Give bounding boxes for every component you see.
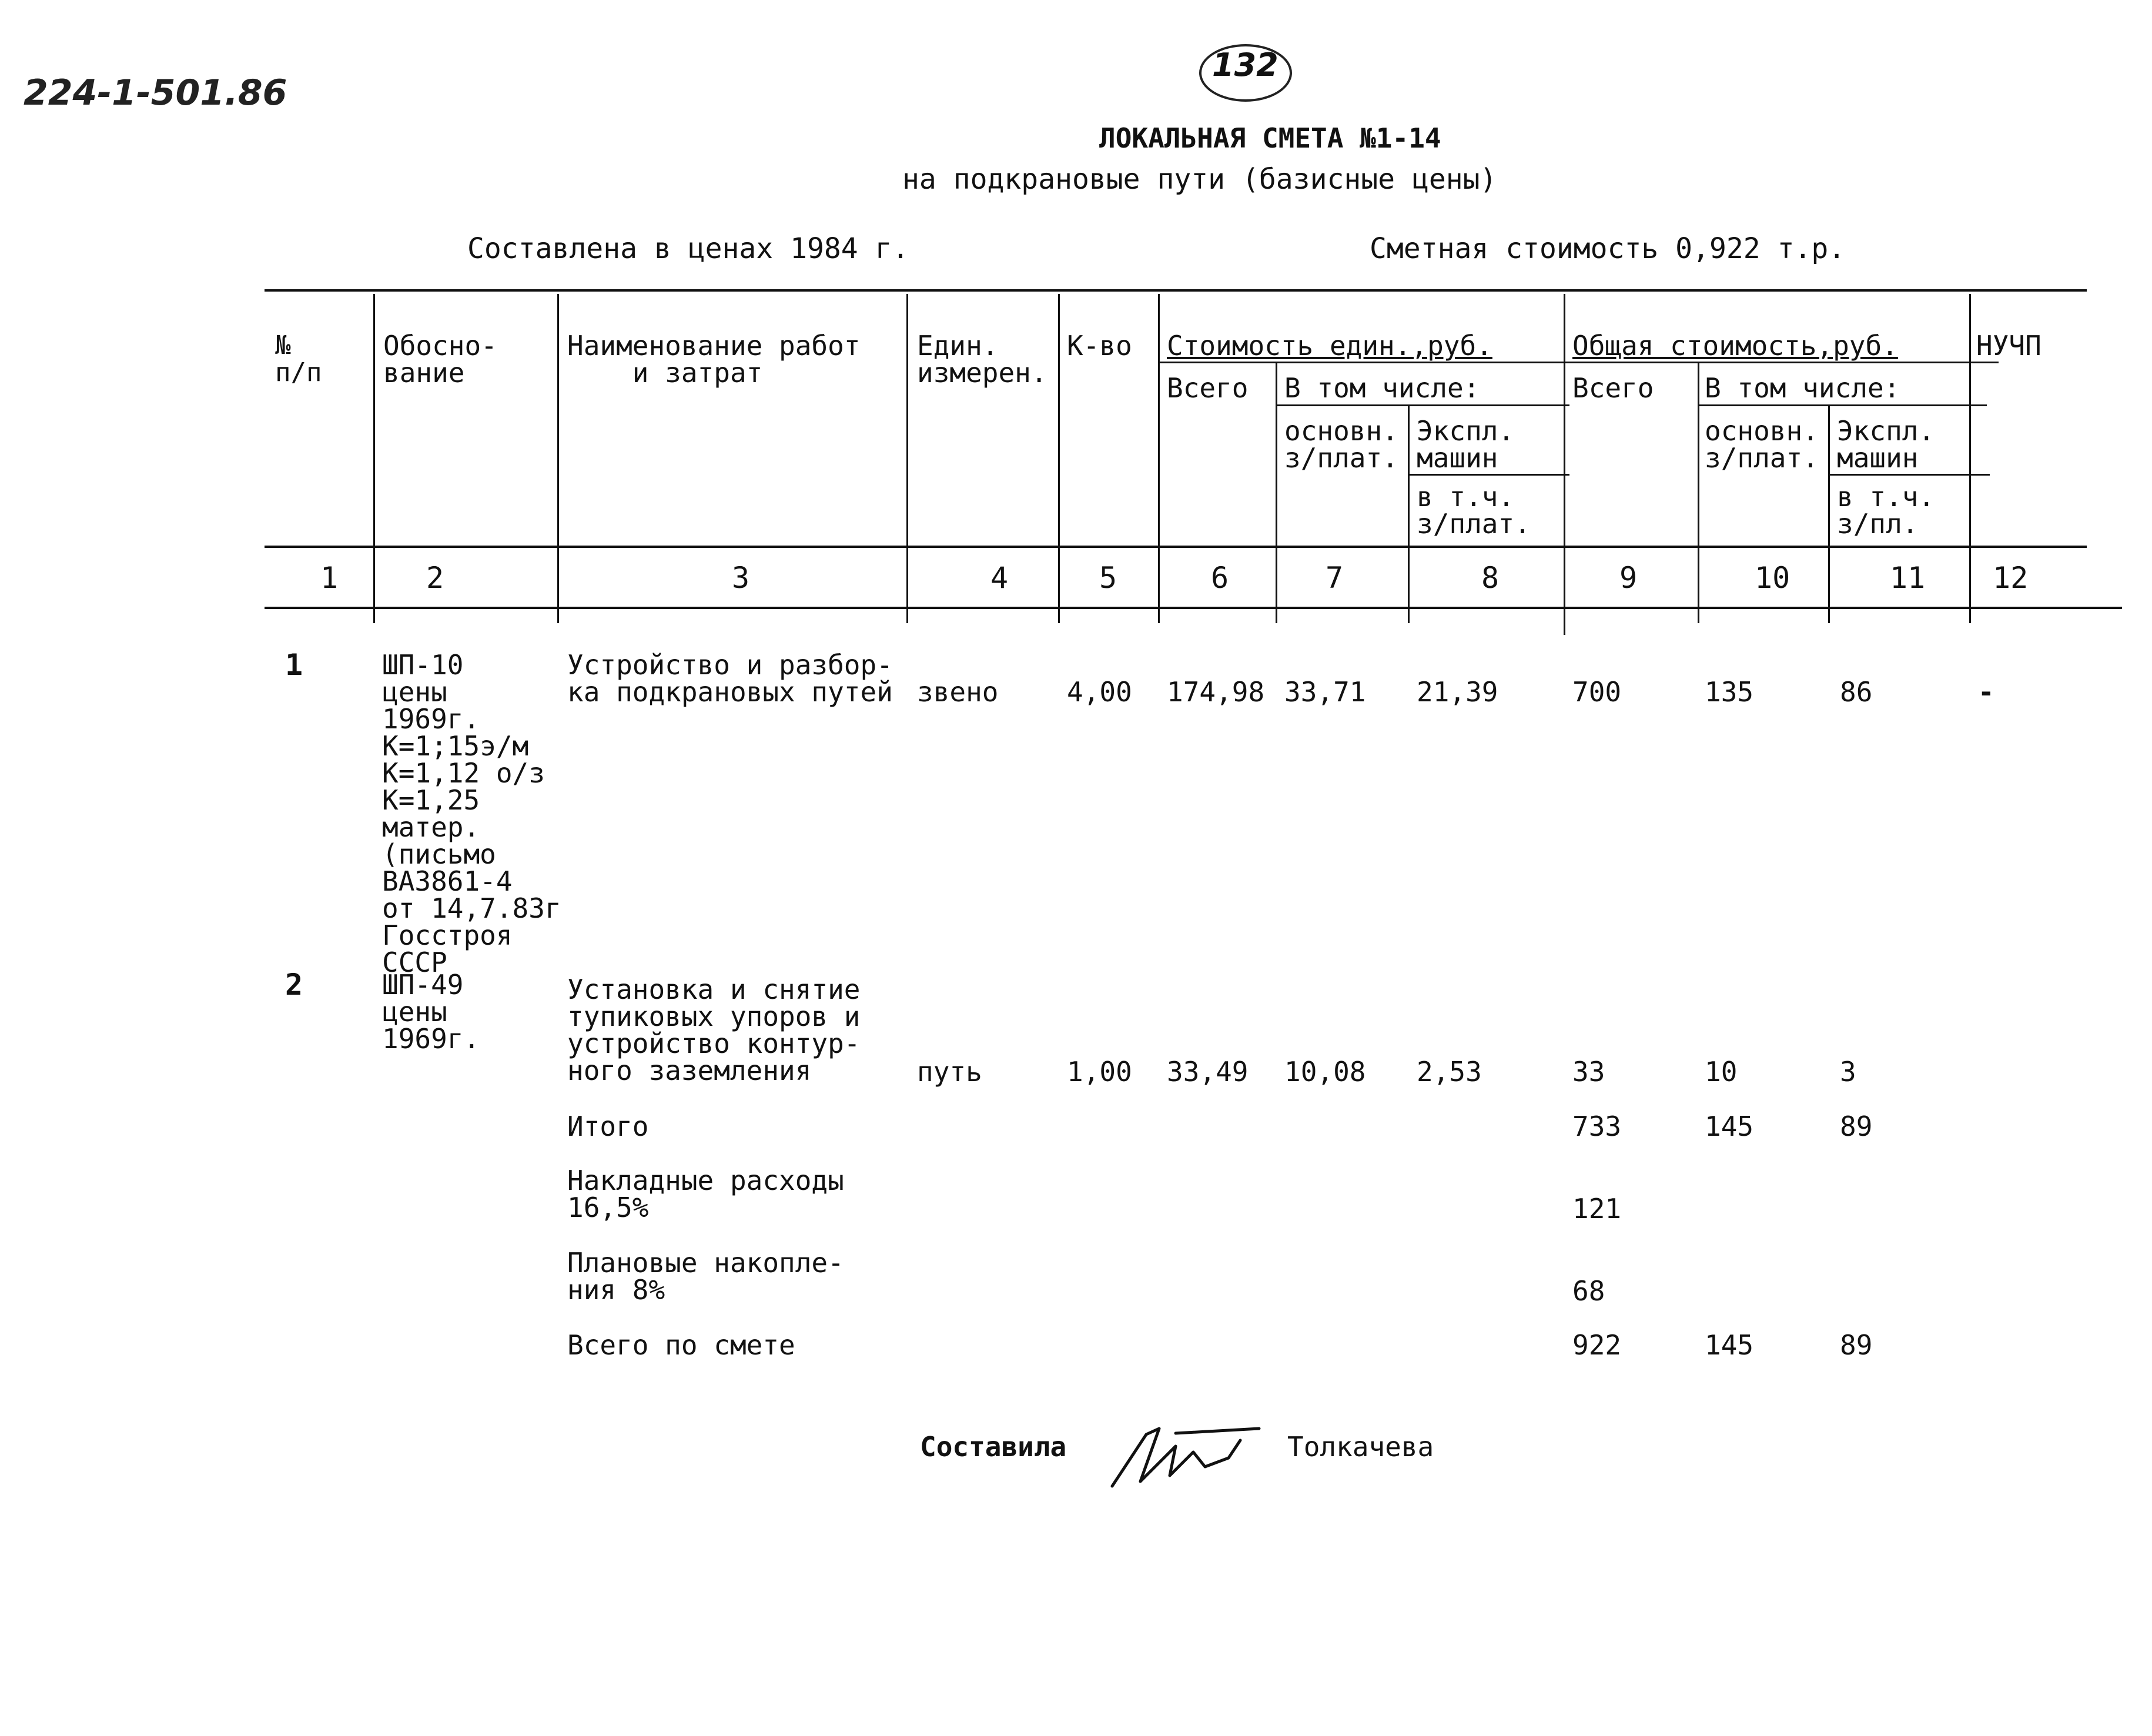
header-total-all: Всего bbox=[1572, 372, 1654, 404]
row2-unit-base: 10,08 bbox=[1284, 1056, 1366, 1088]
row2-unit: путь bbox=[917, 1056, 982, 1088]
row1-name: Устройство и разбор- ка подкрановых путей bbox=[567, 649, 893, 708]
header-col-nuchp: НУЧП bbox=[1976, 330, 2041, 362]
row2-qty: 1,00 bbox=[1067, 1056, 1132, 1088]
row1-no: 1 bbox=[285, 648, 303, 682]
header-total-cost: Общая стоимость,руб. bbox=[1572, 330, 1898, 362]
summary-total-all: 733 bbox=[1572, 1110, 1622, 1142]
header-unit-base-pay: основн. з/плат. bbox=[1284, 415, 1398, 474]
row1-unit: звено bbox=[917, 676, 999, 708]
col-num-1: 1 bbox=[320, 561, 339, 595]
row1-unit-machine: 21,39 bbox=[1417, 676, 1498, 708]
subheader-rule-1 bbox=[1158, 362, 1999, 363]
col-num-6: 6 bbox=[1211, 561, 1229, 595]
col-num-5: 5 bbox=[1099, 561, 1117, 595]
header-unit-all: Всего bbox=[1167, 372, 1249, 404]
col-num-12: 12 bbox=[1993, 561, 2029, 595]
col-num-4: 4 bbox=[990, 561, 1009, 595]
document-subtitle: на подкрановые пути (базисные цены) bbox=[902, 163, 1497, 196]
row1-total-machine: 86 bbox=[1840, 676, 1873, 708]
row1-qty: 4,00 bbox=[1067, 676, 1132, 708]
subheader-rule-2 bbox=[1276, 404, 1569, 406]
header-unit-cost: Стоимость един.,руб. bbox=[1167, 330, 1492, 362]
col-divider-9 bbox=[1698, 363, 1699, 623]
subheader-rule-5 bbox=[1828, 474, 1990, 476]
row1-total-base: 135 bbox=[1705, 676, 1754, 708]
row1-unit-base: 33,71 bbox=[1284, 676, 1366, 708]
summary-planned-all: 68 bbox=[1572, 1275, 1605, 1307]
col-divider-5 bbox=[1158, 294, 1160, 623]
row1-nuchp: - bbox=[1978, 676, 1994, 708]
header-col-name: Наименование работ и затрат bbox=[567, 330, 861, 389]
header-col-basis: Обосно- вание bbox=[383, 330, 497, 389]
header-total-base-pay: основн. з/плат. bbox=[1705, 415, 1819, 474]
row2-total-machine: 3 bbox=[1840, 1056, 1856, 1088]
summary-grand-base: 145 bbox=[1705, 1329, 1754, 1361]
header-col-qty: К-во bbox=[1067, 330, 1132, 362]
estimated-cost: Сметная стоимость 0,922 т.р. bbox=[1370, 232, 1846, 265]
header-rule bbox=[265, 546, 2087, 548]
col-divider-2 bbox=[557, 294, 559, 623]
header-total-machine: Экспл. машин bbox=[1837, 415, 1935, 474]
col-num-11: 11 bbox=[1890, 561, 1926, 595]
summary-total-machine: 89 bbox=[1840, 1110, 1873, 1142]
summary-grand-machine: 89 bbox=[1840, 1329, 1873, 1361]
col-num-2: 2 bbox=[426, 561, 444, 595]
prices-year: Составлена в ценах 1984 г. bbox=[467, 232, 909, 265]
header-col-unit: Един. измерен. bbox=[917, 330, 1047, 389]
row2-unit-machine: 2,53 bbox=[1417, 1056, 1482, 1088]
col-num-8: 8 bbox=[1481, 561, 1500, 595]
row2-basis: ШП-49 цены 1969г. bbox=[382, 969, 480, 1055]
compiled-by-name: Толкачева bbox=[1287, 1431, 1434, 1463]
row1-unit-all: 174,98 bbox=[1167, 676, 1265, 708]
col-divider-11 bbox=[1969, 294, 1971, 623]
summary-grand-label: Всего по смете bbox=[567, 1329, 795, 1361]
subheader-rule-4 bbox=[1408, 474, 1569, 476]
signature bbox=[1105, 1411, 1264, 1493]
col-num-10: 10 bbox=[1755, 561, 1790, 595]
row2-total-all: 33 bbox=[1572, 1056, 1605, 1088]
document-title: ЛОКАЛЬНАЯ СМЕТА №1-14 bbox=[1099, 122, 1441, 154]
header-col-no: № п/п bbox=[275, 330, 322, 387]
row1-basis: ШП-10 цены 1969г. К=1;15э/м К=1,12 о/з К=1,25 матер. (письмо ВА3861-4 от 14,7.83г Госстроя СССР bbox=[382, 649, 561, 978]
row2-unit-all: 33,49 bbox=[1167, 1056, 1249, 1088]
header-unit-machine: Экспл. машин bbox=[1417, 415, 1515, 474]
col-divider-7 bbox=[1408, 406, 1410, 623]
col-divider-6 bbox=[1276, 363, 1277, 623]
summary-total-label: Итого bbox=[567, 1110, 649, 1142]
summary-planned-label: Плановые накопле- ния 8% bbox=[567, 1247, 844, 1306]
row2-total-base: 10 bbox=[1705, 1056, 1738, 1088]
header-unit-incl: В том числе: bbox=[1284, 372, 1480, 404]
compiled-by-label: Составила bbox=[920, 1431, 1067, 1463]
row1-total-all: 700 bbox=[1572, 676, 1622, 708]
col-num-3: 3 bbox=[732, 561, 750, 595]
header-total-incl-pay: в т.ч. з/пл. bbox=[1837, 481, 1935, 540]
col-divider-3 bbox=[906, 294, 908, 623]
header-unit-incl-pay: в т.ч. з/плат. bbox=[1417, 481, 1531, 540]
summary-overhead-label: Накладные расходы 16,5% bbox=[567, 1165, 844, 1223]
numbers-rule bbox=[265, 607, 2122, 609]
summary-grand-all: 922 bbox=[1572, 1329, 1622, 1361]
page-number: 132 bbox=[1212, 46, 1279, 83]
col-divider-8 bbox=[1564, 294, 1565, 635]
col-divider-10 bbox=[1828, 406, 1830, 623]
row2-name: Установка и снятие тупиковых упоров и устройство контур- ного заземления bbox=[567, 974, 861, 1086]
col-num-7: 7 bbox=[1326, 561, 1344, 595]
table-top-border bbox=[265, 289, 2087, 292]
summary-overhead-all: 121 bbox=[1572, 1193, 1622, 1225]
col-num-9: 9 bbox=[1619, 561, 1638, 595]
row2-no: 2 bbox=[285, 968, 303, 1002]
header-total-incl: В том числе: bbox=[1705, 372, 1900, 404]
summary-total-base: 145 bbox=[1705, 1110, 1754, 1142]
col-divider-1 bbox=[373, 294, 375, 623]
document-code: 224-1-501.86 bbox=[24, 72, 287, 113]
col-divider-4 bbox=[1058, 294, 1060, 623]
subheader-rule-3 bbox=[1699, 404, 1987, 406]
